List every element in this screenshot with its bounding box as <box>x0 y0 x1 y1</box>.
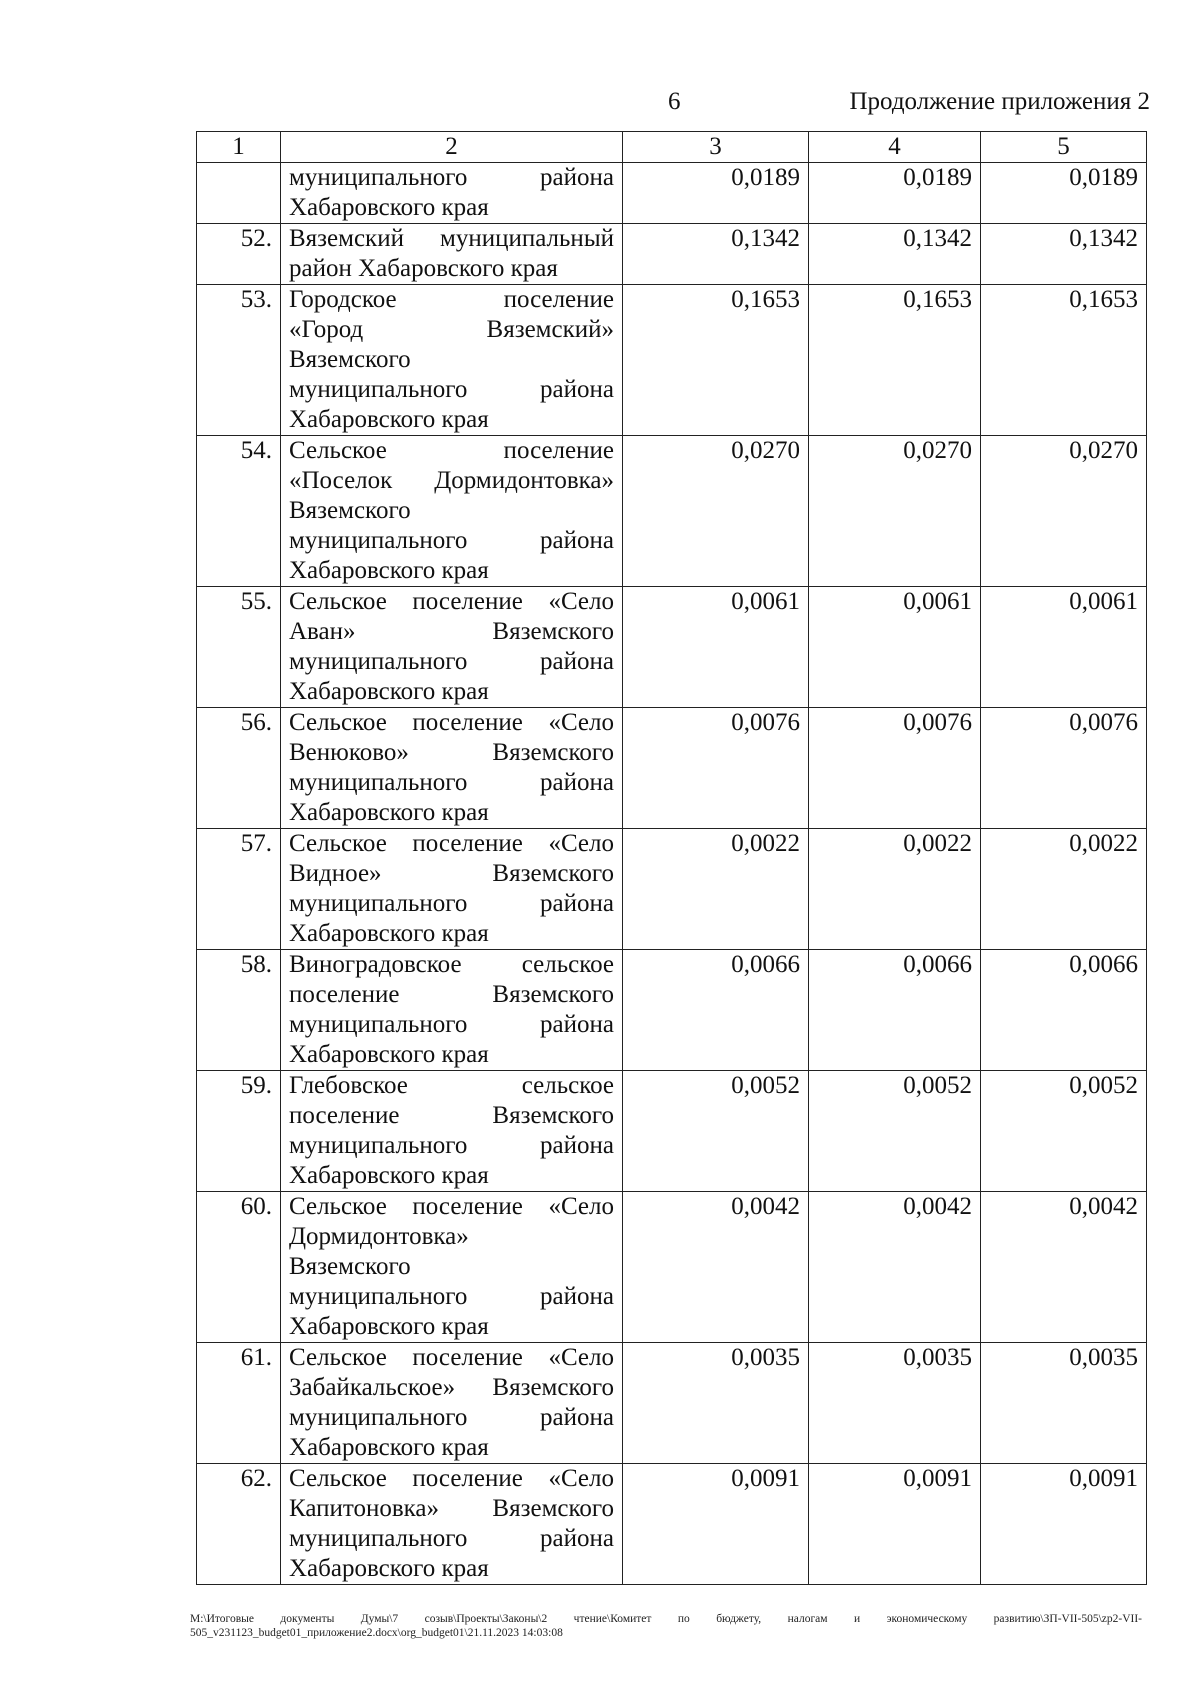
name-line: Хабаровского края <box>289 678 489 705</box>
column-header: 1 <box>197 132 281 163</box>
table-row <box>197 708 1147 829</box>
value-cell-v3: 0,0035 <box>623 1343 809 1464</box>
name-line: Хабаровского края <box>289 1041 489 1068</box>
municipality-name-cell <box>281 708 623 829</box>
name-line: Забайкальское» Вяземского <box>289 1374 614 1401</box>
name-line: «Поселок Дормидонтовка» <box>289 467 614 494</box>
name-line: Хабаровского края <box>289 1434 489 1461</box>
value-cell-v4: 0,0066 <box>809 950 981 1071</box>
name-line: Сельское поселение «Село <box>289 1344 614 1371</box>
municipality-name-cell <box>281 950 623 1071</box>
name-line: муниципального района <box>289 1525 614 1552</box>
name-line: Хабаровского края <box>289 406 489 433</box>
value-cell-v5: 0,0042 <box>981 1192 1147 1343</box>
value-cell-v3: 0,1342 <box>623 224 809 285</box>
table-row <box>197 1071 1147 1192</box>
name-line: Аван» Вяземского <box>289 618 614 645</box>
municipality-name-cell <box>281 1464 623 1585</box>
row-number-cell: 53. <box>197 285 281 436</box>
table-row <box>197 285 1147 436</box>
row-number-cell: 58. <box>197 950 281 1071</box>
value-cell-v4: 0,0189 <box>809 163 981 224</box>
name-line: Сельское поселение «Село <box>289 709 614 736</box>
continuation-heading: Продолжение приложения 2 <box>849 88 1150 115</box>
value-cell-v4: 0,0052 <box>809 1071 981 1192</box>
name-line: Глебовское сельское <box>289 1072 614 1099</box>
table-row <box>197 587 1147 708</box>
row-number-cell <box>197 163 281 224</box>
table-row <box>197 224 1147 285</box>
name-line: Видное» Вяземского <box>289 860 614 887</box>
table-row <box>197 1464 1147 1585</box>
table-row <box>197 1192 1147 1343</box>
name-line: муниципального района <box>289 527 614 554</box>
name-line: поселение Вяземского <box>289 1102 614 1129</box>
name-line: Вяземского <box>289 497 411 524</box>
name-line: Городское поселение <box>289 286 614 313</box>
row-number-cell: 54. <box>197 436 281 587</box>
municipality-name-cell <box>281 224 623 285</box>
value-cell-v4: 0,0035 <box>809 1343 981 1464</box>
row-number-cell: 57. <box>197 829 281 950</box>
name-line: Хабаровского края <box>289 799 489 826</box>
name-line: муниципального района <box>289 1404 614 1431</box>
value-cell-v5: 0,0189 <box>981 163 1147 224</box>
column-header: 3 <box>623 132 809 163</box>
value-cell-v4: 0,1653 <box>809 285 981 436</box>
municipality-name-cell <box>281 285 623 436</box>
name-line: Вяземского <box>289 346 411 373</box>
row-number-cell: 52. <box>197 224 281 285</box>
name-line: муниципального района <box>289 1283 614 1310</box>
table-header-row <box>197 132 1147 163</box>
value-cell-v4: 0,0076 <box>809 708 981 829</box>
name-line: муниципального района <box>289 164 614 191</box>
page-number: 6 <box>668 88 681 115</box>
column-header: 2 <box>281 132 623 163</box>
table-row <box>197 1343 1147 1464</box>
name-line: муниципального района <box>289 890 614 917</box>
column-header: 5 <box>981 132 1147 163</box>
row-number-cell: 55. <box>197 587 281 708</box>
value-cell-v5: 0,0270 <box>981 436 1147 587</box>
name-line: Хабаровского края <box>289 557 489 584</box>
value-cell-v3: 0,0061 <box>623 587 809 708</box>
name-line: район Хабаровского края <box>289 255 558 282</box>
name-line: муниципального района <box>289 648 614 675</box>
row-number-cell: 59. <box>197 1071 281 1192</box>
name-line: Сельское поселение «Село <box>289 588 614 615</box>
municipality-name-cell <box>281 587 623 708</box>
value-cell-v5: 0,0091 <box>981 1464 1147 1585</box>
value-cell-v3: 0,0270 <box>623 436 809 587</box>
name-line: Капитоновка» Вяземского <box>289 1495 614 1522</box>
name-line: Хабаровского края <box>289 1162 489 1189</box>
name-line: Хабаровского края <box>289 920 489 947</box>
table-row <box>197 829 1147 950</box>
name-line: Хабаровского края <box>289 1313 489 1340</box>
value-cell-v3: 0,0091 <box>623 1464 809 1585</box>
value-cell-v5: 0,0022 <box>981 829 1147 950</box>
table-row <box>197 436 1147 587</box>
value-cell-v5: 0,1342 <box>981 224 1147 285</box>
name-line: Вяземский муниципальный <box>289 225 614 252</box>
value-cell-v5: 0,0035 <box>981 1343 1147 1464</box>
column-header: 4 <box>809 132 981 163</box>
row-number-cell: 61. <box>197 1343 281 1464</box>
name-line: Дормидонтовка» <box>289 1223 469 1250</box>
name-line: муниципального района <box>289 1132 614 1159</box>
value-cell-v4: 0,0061 <box>809 587 981 708</box>
value-cell-v4: 0,0270 <box>809 436 981 587</box>
value-cell-v5: 0,0066 <box>981 950 1147 1071</box>
name-line: Сельское поселение «Село <box>289 1193 614 1220</box>
value-cell-v3: 0,1653 <box>623 285 809 436</box>
municipality-name-cell <box>281 1192 623 1343</box>
municipality-name-cell <box>281 1071 623 1192</box>
municipality-name-cell <box>281 163 623 224</box>
value-cell-v3: 0,0052 <box>623 1071 809 1192</box>
name-line: Венюково» Вяземского <box>289 739 614 766</box>
table-body <box>197 163 1147 1585</box>
value-cell-v3: 0,0042 <box>623 1192 809 1343</box>
row-number-cell: 60. <box>197 1192 281 1343</box>
table-row <box>197 950 1147 1071</box>
name-line: Виноградовское сельское <box>289 951 614 978</box>
name-line: Хабаровского края <box>289 194 489 221</box>
value-cell-v3: 0,0066 <box>623 950 809 1071</box>
row-number-cell: 56. <box>197 708 281 829</box>
municipality-name-cell <box>281 829 623 950</box>
name-line: Сельское поселение «Село <box>289 1465 614 1492</box>
row-number-cell: 62. <box>197 1464 281 1585</box>
name-line: муниципального района <box>289 1011 614 1038</box>
table-row <box>197 163 1147 224</box>
municipality-name-cell <box>281 1343 623 1464</box>
name-line: муниципального района <box>289 376 614 403</box>
value-cell-v4: 0,1342 <box>809 224 981 285</box>
value-cell-v3: 0,0022 <box>623 829 809 950</box>
name-line: Сельское поселение <box>289 437 614 464</box>
value-cell-v3: 0,0076 <box>623 708 809 829</box>
value-cell-v4: 0,0022 <box>809 829 981 950</box>
municipality-name-cell <box>281 436 623 587</box>
name-line: муниципального района <box>289 769 614 796</box>
name-line: Хабаровского края <box>289 1555 489 1582</box>
value-cell-v4: 0,0091 <box>809 1464 981 1585</box>
name-line: Вяземского <box>289 1253 411 1280</box>
value-cell-v5: 0,0076 <box>981 708 1147 829</box>
value-cell-v5: 0,0052 <box>981 1071 1147 1192</box>
budget-table <box>196 131 1147 1585</box>
name-line: Сельское поселение «Село <box>289 830 614 857</box>
value-cell-v5: 0,1653 <box>981 285 1147 436</box>
file-path-footer: М:\Итоговые документы Думы\7 созыв\Проекты\Законы\2 чтение\Комитет по бюджету, налогам и экономическому развитию\ЗП-VII-505\zp2-VII-505_v231123_budget01_приложение2.docx\org_budget01\21.11.2023 14:03:08 <box>190 1613 1142 1639</box>
name-line: «Город Вяземский» <box>289 316 614 343</box>
value-cell-v5: 0,0061 <box>981 587 1147 708</box>
value-cell-v3: 0,0189 <box>623 163 809 224</box>
value-cell-v4: 0,0042 <box>809 1192 981 1343</box>
name-line: поселение Вяземского <box>289 981 614 1008</box>
